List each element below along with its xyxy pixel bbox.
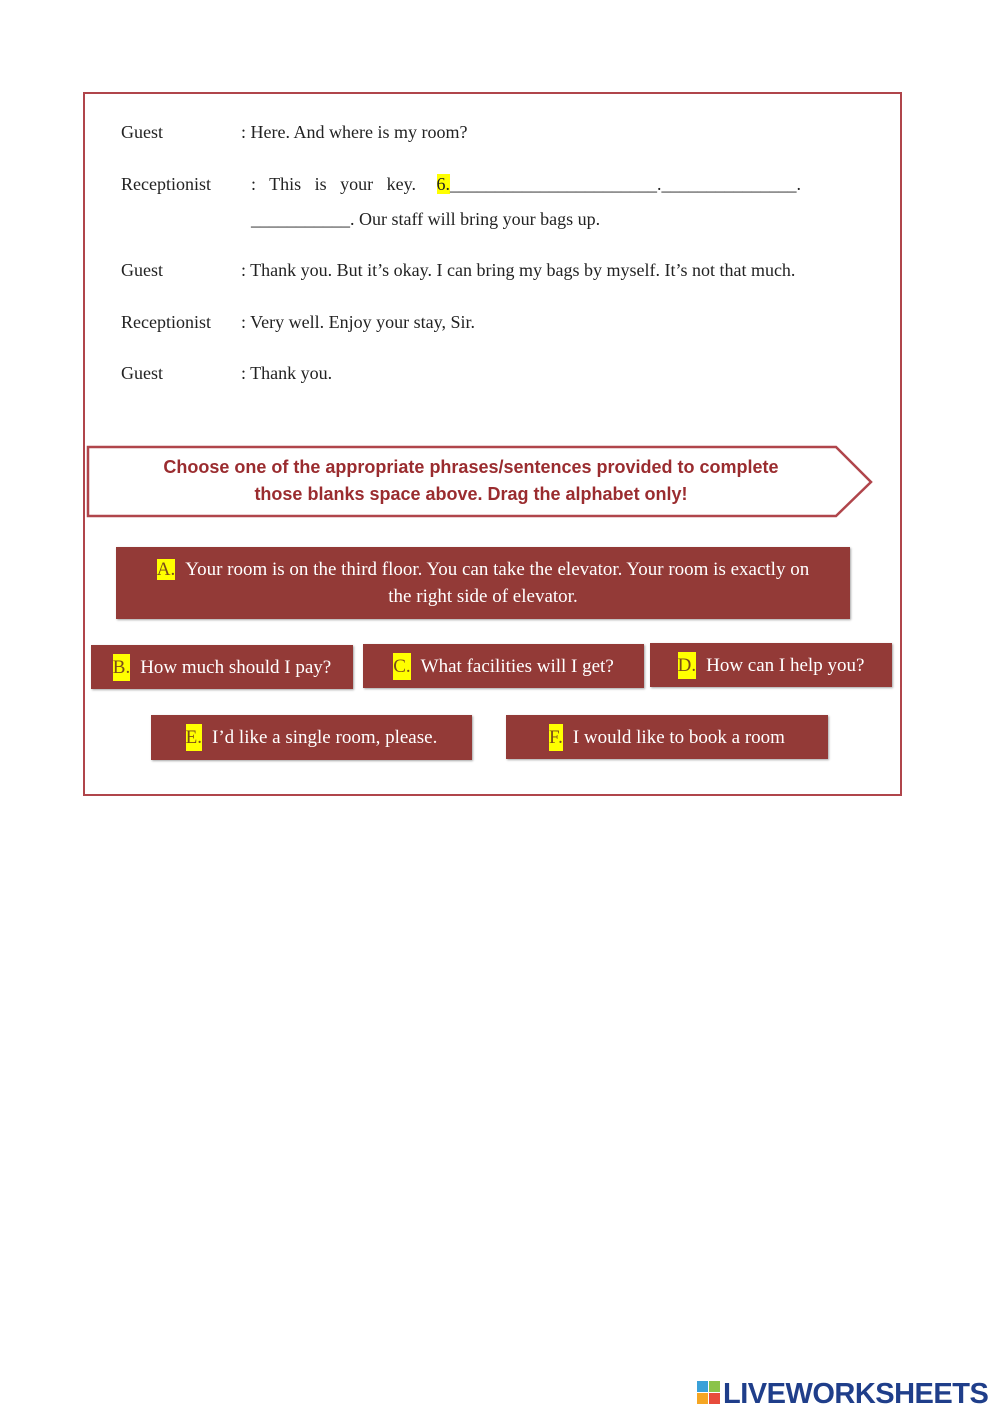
speech-text: : Thank you. But it’s okay. I can bring my bags by myself. It’s not that much. bbox=[241, 260, 796, 280]
speech-continuation: ___________. Our staff will bring your bags up. bbox=[251, 209, 601, 229]
option-letter: A. bbox=[156, 559, 176, 580]
blank-number-6: 6. bbox=[436, 174, 450, 194]
logo-text: LIVEWORKSHEETS bbox=[723, 1378, 989, 1410]
speaker-label: Receptionist bbox=[121, 174, 211, 194]
speaker-label: Guest bbox=[121, 122, 163, 142]
option-letter: F. bbox=[549, 724, 563, 751]
option-a-tile[interactable]: A. Your room is on the third floor. You can take the elevator. Your room is exactly on the right side of elevator. bbox=[116, 547, 850, 619]
instruction-banner bbox=[86, 445, 874, 519]
speaker-label: Guest bbox=[121, 363, 163, 383]
option-f-tile[interactable]: F. I would like to book a room bbox=[506, 715, 828, 759]
option-letter: E. bbox=[186, 724, 202, 751]
speech-text: : Here. And where is my room? bbox=[241, 122, 468, 142]
option-letter: C. bbox=[393, 653, 410, 680]
option-d-tile[interactable]: D. How can I help you? bbox=[650, 643, 892, 687]
instruction-text: Choose one of the appropriate phrases/sentences provided to complete those blanks space above. Drag the alphabet only! bbox=[163, 457, 779, 504]
worksheet-frame bbox=[83, 92, 902, 796]
option-letter: B. bbox=[113, 654, 130, 681]
speech-text: : Very well. Enjoy your stay, Sir. bbox=[241, 312, 475, 332]
speech-text: : This is your key. 6._______________________._______________. bbox=[251, 174, 801, 194]
option-b-tile[interactable]: B. How much should I pay? bbox=[91, 645, 353, 689]
logo-blocks-icon bbox=[697, 1381, 721, 1405]
speech-text: : Thank you. bbox=[241, 363, 333, 383]
liveworksheets-logo bbox=[697, 1377, 997, 1411]
option-c-tile[interactable]: C. What facilities will I get? bbox=[363, 644, 644, 688]
speaker-label: Receptionist bbox=[121, 312, 211, 332]
option-e-tile[interactable]: E. I’d like a single room, please. bbox=[151, 715, 472, 760]
speaker-label: Guest bbox=[121, 260, 163, 280]
option-letter: D. bbox=[678, 652, 696, 679]
answer-blank-6[interactable]: _______________________._______________. bbox=[450, 174, 801, 194]
